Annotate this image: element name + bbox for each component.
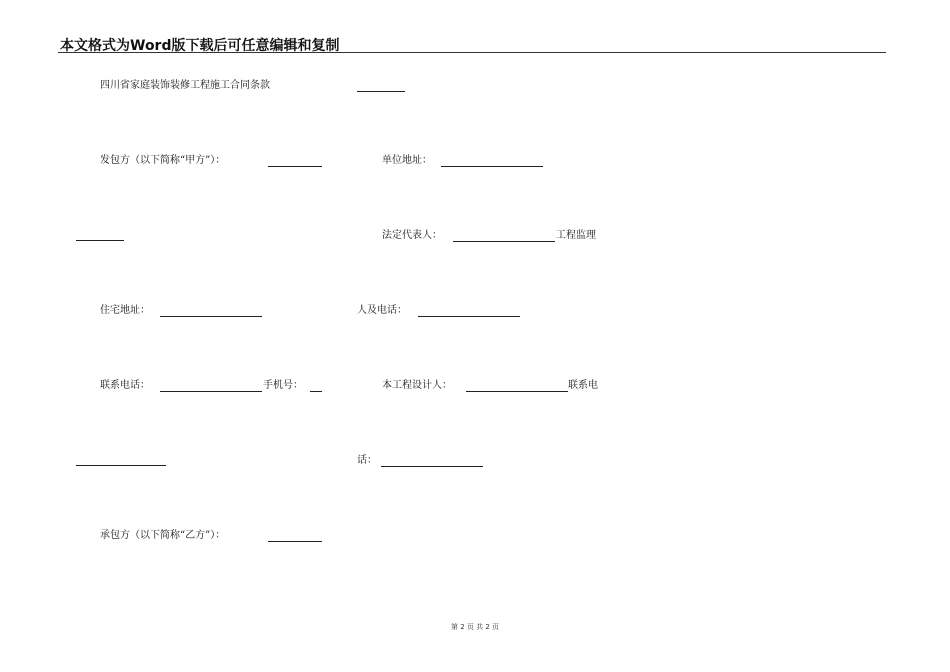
designer-label: 本工程设计人： bbox=[382, 380, 452, 391]
residence-address-label: 住宅地址： bbox=[100, 305, 150, 316]
designer-phone-label-part1: 联系电 bbox=[568, 380, 598, 391]
designer-field[interactable] bbox=[466, 391, 568, 392]
client-label: 发包方（以下简称“甲方”）： bbox=[100, 155, 226, 166]
contractor-name-field[interactable] bbox=[268, 541, 322, 542]
designer-phone-label-part2: 话： bbox=[357, 455, 377, 466]
unit-address-label: 单位地址： bbox=[382, 155, 432, 166]
supervisor-label-part2: 人及电话： bbox=[357, 305, 407, 316]
contractor-label: 承包方（以下简称“乙方”）： bbox=[100, 530, 226, 541]
supervisor-label-part1: 工程监理 bbox=[556, 230, 596, 241]
client-name-field-continued[interactable] bbox=[76, 240, 124, 241]
supervisor-phone-field[interactable] bbox=[418, 316, 520, 317]
header-divider bbox=[58, 52, 886, 53]
page-header-title: 本文格式为Word版下载后可任意编辑和复制 bbox=[60, 38, 340, 54]
legal-representative-field[interactable] bbox=[453, 241, 555, 242]
designer-phone-field[interactable] bbox=[381, 466, 483, 467]
contract-title: 四川省家庭装饰装修工程施工合同条款 bbox=[100, 80, 270, 91]
unit-address-field[interactable] bbox=[441, 166, 543, 167]
title-blank-line[interactable] bbox=[357, 91, 405, 92]
mobile-field[interactable] bbox=[310, 391, 322, 392]
mobile-label: 手机号： bbox=[263, 380, 303, 391]
contact-phone-field[interactable] bbox=[160, 391, 262, 392]
legal-representative-label: 法定代表人： bbox=[382, 230, 442, 241]
contact-phone-label: 联系电话： bbox=[100, 380, 150, 391]
client-name-field[interactable] bbox=[268, 166, 322, 167]
page-footer: 第 2 页 共 2 页 bbox=[450, 623, 500, 631]
residence-address-field[interactable] bbox=[160, 316, 262, 317]
mobile-field-continued[interactable] bbox=[76, 465, 166, 466]
